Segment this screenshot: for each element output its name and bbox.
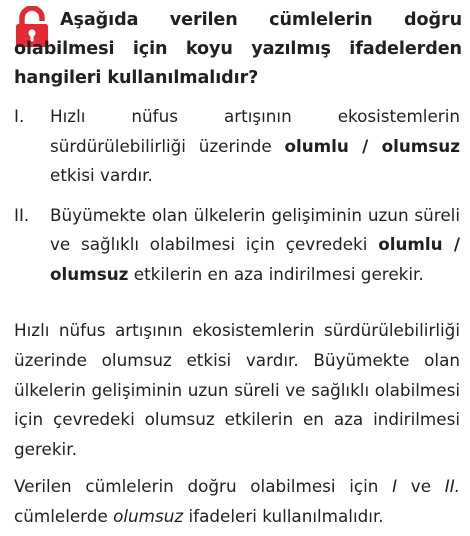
question-text: Aşağıda verilen cümlelerin doğru olabilmesi için koyu yazılmış ifadelerden hangileri kullanılmalıdır? bbox=[14, 10, 462, 88]
statement-list bbox=[14, 102, 460, 299]
explanation-paragraph bbox=[14, 472, 460, 532]
explanation-part: cümlelerde bbox=[14, 505, 114, 526]
answer-paragraph: Hızlı nüfus artışının ekosistemlerin sürdürülebilirliği üzerinde olumsuz etkisi vardır. Büyümekte olan ülkelerin gelişiminin uzun süreli ve sağlıklı olabilmesi için çevredeki olumsuz etkilerin en aza indirilmesi gerekir. bbox=[14, 320, 460, 460]
statement-numeral: II. bbox=[14, 204, 30, 225]
explanation-part: Verilen cümlelerin doğru olabilmesi için bbox=[14, 476, 393, 496]
statement-text bbox=[50, 102, 460, 191]
bold-option-b: olumsuz bbox=[381, 135, 460, 156]
bold-separator: / bbox=[442, 234, 460, 254]
statement-reference: II. bbox=[444, 476, 460, 496]
explanation-part: ve bbox=[397, 476, 445, 496]
statement-text bbox=[50, 201, 460, 290]
statement-reference: I bbox=[392, 476, 398, 496]
bold-option-a: olumlu bbox=[378, 234, 443, 254]
statement-item bbox=[14, 102, 460, 191]
explanation-part: ifadeleri kullanılmalıdır. bbox=[183, 505, 384, 526]
statement-text-after: etkisi vardır. bbox=[50, 165, 153, 185]
statement-numeral: I. bbox=[14, 106, 25, 126]
bold-separator: / bbox=[348, 135, 382, 156]
statement-item bbox=[14, 201, 460, 290]
bold-option-b: olumsuz bbox=[50, 263, 129, 284]
statement-text-after: etkilerin en aza indirilmesi gerekir. bbox=[128, 263, 424, 284]
statement-text-before: Büyümekte olan ülkelerin gelişiminin uzun süreli ve sağlıklı olabilmesi için çevredeki bbox=[50, 204, 460, 254]
keyword-emphasis: olumsuz bbox=[113, 505, 184, 526]
bold-option-a: olumlu bbox=[284, 135, 349, 156]
statement-text-before: Hızlı nüfus artışının ekosistemlerin sürdürülebilirliği üzerinde bbox=[50, 106, 460, 156]
